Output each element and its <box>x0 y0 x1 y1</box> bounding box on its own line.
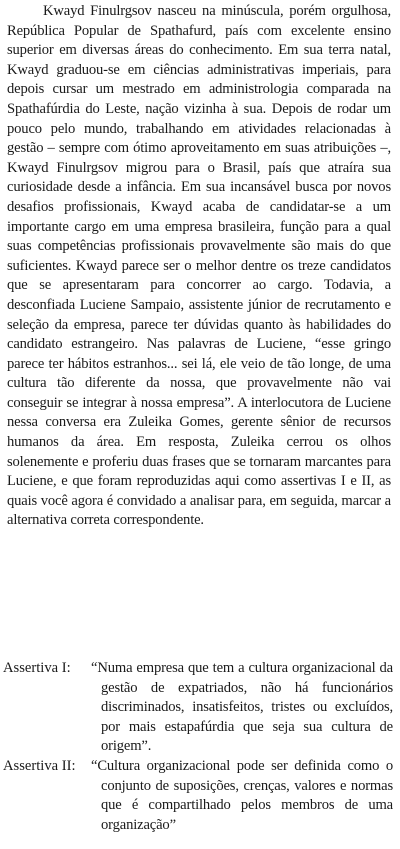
assertion-label: Assertiva I: <box>3 660 71 676</box>
assertion-text: “Numa empresa que tem a cultura organizacional da gestão de expatriados, não há funcionários discriminados, insatisfeitos, tristes ou excluídos, por mais estapafúrdia que seja sua cultura de origem”. <box>91 660 393 755</box>
passage-paragraph: Kwayd Finulrgsov nasceu na minúscula, porém orgulhosa, República Popular de Spathafurd, país com excelente ensino superior em diversas áreas do conhecimento. Em sua terra natal, Kwayd graduou-se em ciências administrativas imperiais, para depois cursar um mestrado em administrologia comparada na Spathafúrdia do Leste, nação vizinha à sua. Depois de rodar um pouco pelo mundo, trabalhando em atividades relacionadas à gestão – sempre com ótimo aproveitamento em suas atribuições –, Kwayd Finulrgsov migrou para o Brasil, país que atraíra sua curiosidade desde a infância. Em sua incansável busca por novos desafios profissionais, Kwayd acaba de candidatar-se a um importante cargo em uma empresa brasileira, função para a qual suas competências profissionais provavelmente são mais do que suficientes. Kwayd parece ser o melhor dentre os treze candidatos que se apresentaram para concorrer ao cargo. Todavia, a desconfiada Luciene Sampaio, assistente júnior de recrutamento e seleção da empresa, parece ter dúvidas quanto às habilidades do candidato estrangeiro. Nas palavras de Luciene, “esse gringo parece ter hábitos estranhos... sei lá, ele veio de tão longe, de uma cultura tão diferente da nossa, que provavelmente não vai conseguir se integrar à nossa empresa”. A interlocutora de Luciene nessa conversa era Zuleika Gomes, gerente sênior de recursos humanos da área. Em resposta, Zuleika cerrou os olhos solenemente e proferiu duas frases que se tornaram marcantes para Luciene, e que foram reproduzidas aqui como assertivas I e II, as quais você agora é convidado a analisar para, em seguida, marcar a alternativa correta correspondente. <box>7 3 391 529</box>
assertion-item-1 <box>3 659 393 757</box>
assertions-list <box>3 659 393 835</box>
assertion-label: Assertiva II: <box>3 757 76 774</box>
assertion-text: “Cultura organizacional pode ser definida como o conjunto de suposições, crenças, valores e normas que é compartilhado pelos membros de uma organização” <box>91 757 393 833</box>
assertion-item-2 <box>3 757 393 835</box>
